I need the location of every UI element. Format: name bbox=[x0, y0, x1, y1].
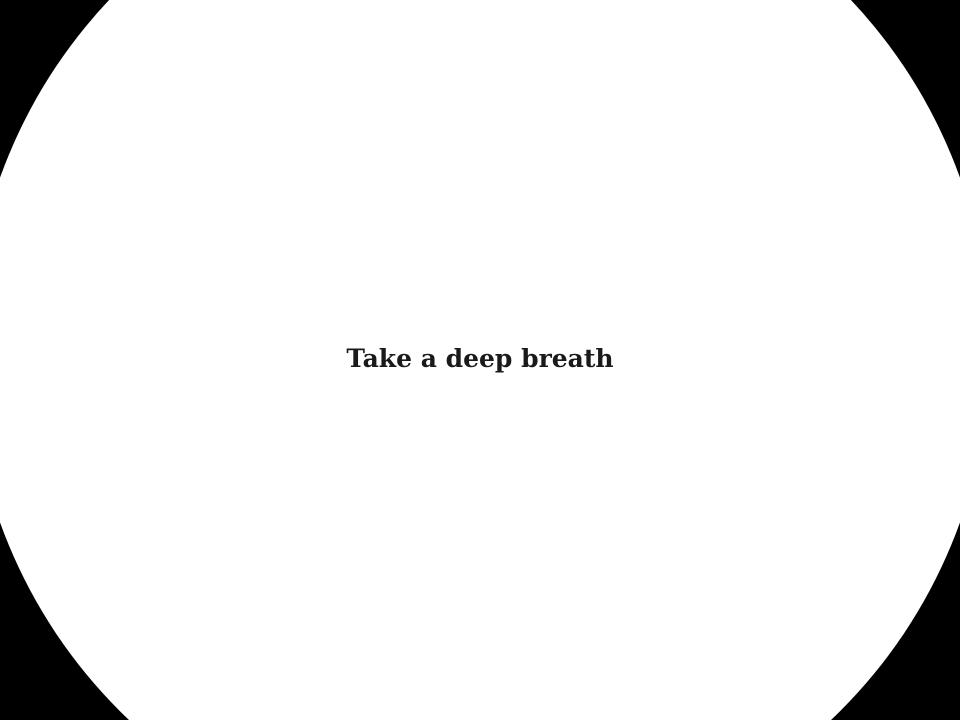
breathing-prompt-text: Take a deep breath bbox=[346, 344, 614, 373]
